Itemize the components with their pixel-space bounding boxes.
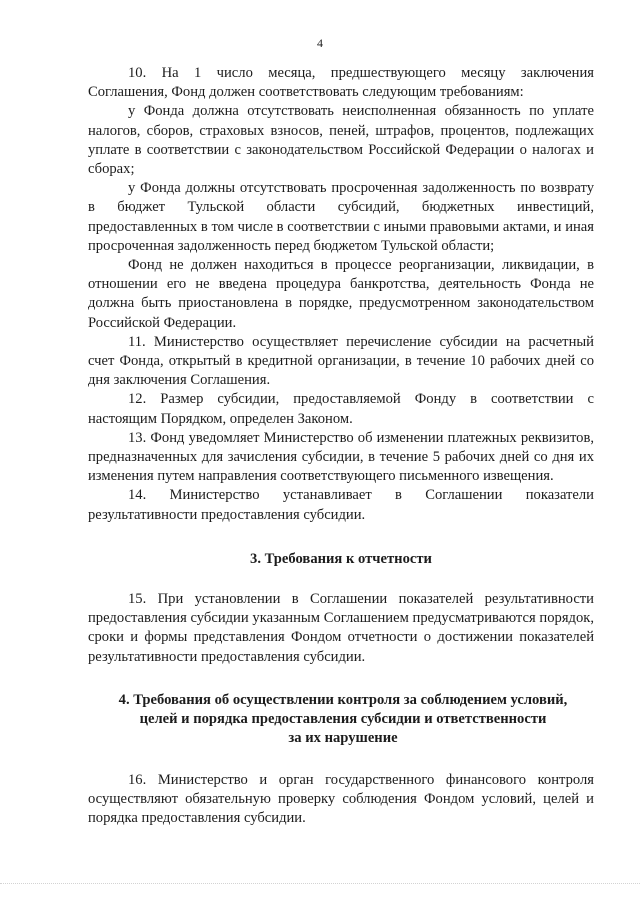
paragraph-10-condition-debt: у Фонда должны отсутствовать просроченная задолженность по возврату в бюджет Тульской области субсидий, бюджетных инвестиций, предоставленных в том числе в соответствии с иными правовыми актами, и иная просроченная задолженность перед бюджетом Тульской области; bbox=[88, 180, 594, 254]
paragraph-10-condition-reorganization: Фонд не должен находиться в процессе реорганизации, ликвидации, в отношении его не введена процедура банкротства, деятельность Фонда не должна быть приостановлена в порядке, предусмотренном законодательством Российской Федерации. bbox=[88, 257, 594, 331]
section-4-heading: 4. Требования об осуществлении контроля за соблюдением условий, целей и порядка предоставления субсидии и ответственности за их нарушение bbox=[118, 691, 568, 747]
paragraph-13: 13. Фонд уведомляет Министерство об изменении платежных реквизитов, предназначенных для зачисления субсидии, в течение 5 рабочих дней со дня их изменения путем направления соответствующего письменного извещения. bbox=[88, 429, 594, 485]
paragraph-14: 14. Министерство устанавливает в Соглашении показатели результативности предоставления субсидии. bbox=[88, 487, 594, 523]
paragraph-15: 15. При установлении в Соглашении показателей результативности предоставления субсидии указанным Соглашением предусматриваются порядок, сроки и формы представления Фондом отчетности о достижении показателей результативности предоставления субсидии. bbox=[88, 591, 594, 665]
paragraph-16: 16. Министерство и орган государственного финансового контроля осуществляют обязательную проверку соблюдения Фондом условий, целей и порядка предоставления субсидии. bbox=[88, 771, 594, 826]
scan-edge-line bbox=[0, 883, 640, 888]
document-body bbox=[88, 64, 594, 828]
section-3-heading: 3. Требования к отчетности bbox=[250, 550, 432, 567]
paragraph-10-condition-taxes: у Фонда должна отсутствовать неисполненная обязанность по уплате налогов, сборов, страховых взносов, пеней, штрафов, процентов, подлежащих уплате в соответствии с законодательством Российской Федерации о налогах и сборах; bbox=[88, 103, 594, 178]
page-number: 4 bbox=[317, 36, 323, 50]
paragraph-11: 11. Министерство осуществляет перечисление субсидии на расчетный счет Фонда, открытый в кредитной организации, в течение 10 рабочих дней со дня заключения Соглашения. bbox=[88, 333, 594, 389]
paragraph-10: 10. На 1 число месяца, предшествующего месяцу заключения Соглашения, Фонд должен соответствовать следующим требованиям: bbox=[88, 65, 594, 101]
paragraph-12: 12. Размер субсидии, предоставляемой Фонду в соответствии с настоящим Порядком, определен Законом. bbox=[88, 391, 594, 427]
